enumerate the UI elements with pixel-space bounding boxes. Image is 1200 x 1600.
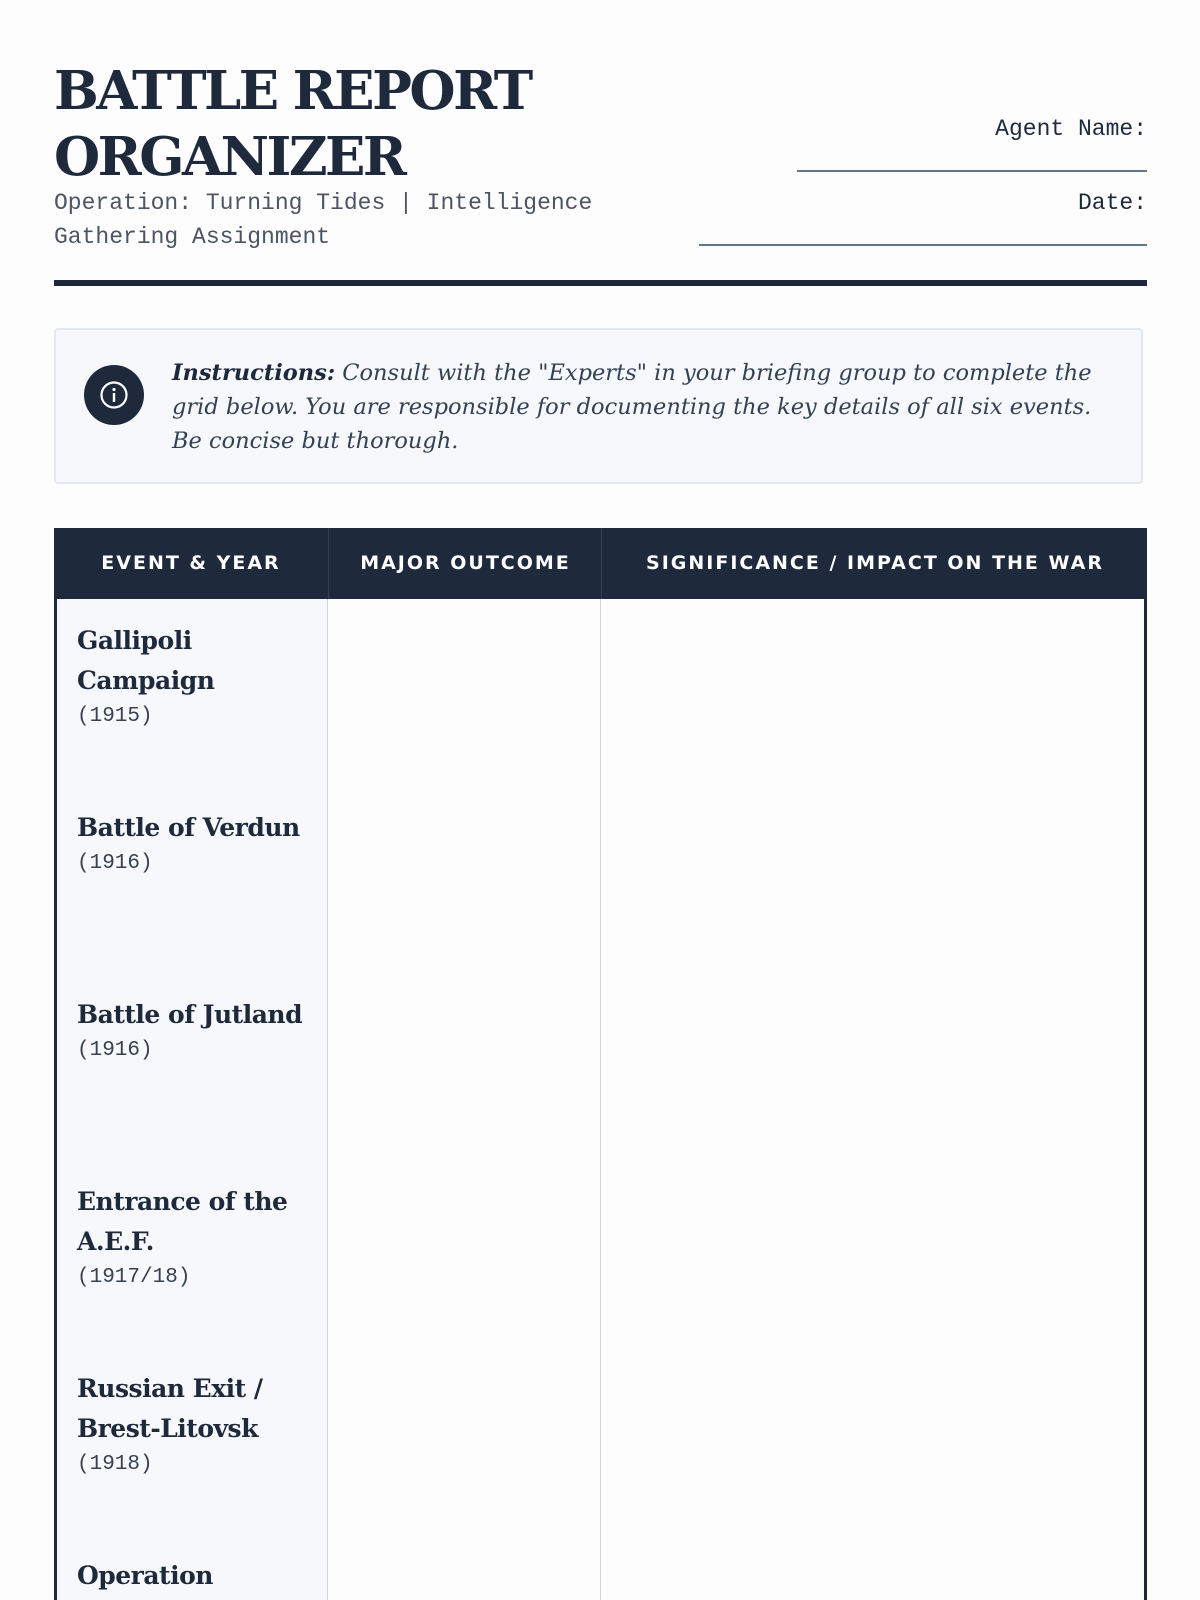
table-row xyxy=(57,973,1144,1161)
table-row xyxy=(57,1347,1144,1535)
event-year: (1917/18) xyxy=(77,1266,191,1289)
event-name: Entrance of the A.E.F. xyxy=(77,1187,288,1256)
event-name: Gallipoli Campaign xyxy=(77,626,215,695)
instructions-text xyxy=(172,356,1122,458)
event-year: (1916) xyxy=(77,852,153,875)
table-row xyxy=(57,1160,1144,1348)
agent-name-field[interactable] xyxy=(797,170,1147,172)
event-year: (1915) xyxy=(77,705,153,728)
date-field[interactable] xyxy=(699,244,1147,246)
event-cell xyxy=(57,1160,328,1347)
agent-name-label: Agent Name: xyxy=(995,116,1147,142)
event-name: Battle of Jutland xyxy=(77,1000,303,1029)
table-row xyxy=(57,786,1144,974)
event-year: (1918) xyxy=(77,1453,153,1476)
event-name: Operation xyxy=(77,1561,213,1590)
event-name: Russian Exit / Brest-Litovsk xyxy=(77,1374,263,1443)
column-header-significance: SIGNIFICANCE / IMPACT ON THE WAR xyxy=(601,528,1148,599)
significance-cell[interactable] xyxy=(601,1534,1144,1600)
significance-cell[interactable] xyxy=(601,973,1144,1160)
info-icon xyxy=(84,365,144,425)
table-row xyxy=(57,599,1144,787)
instructions-body: Consult with the "Experts" in your briefing group to complete the grid below. You are responsible for documenting the key details of all six events. Be concise but thorough. xyxy=(172,360,1092,454)
event-cell xyxy=(57,786,328,973)
page-title: BATTLE REPORT ORGANIZER xyxy=(54,60,531,188)
column-header-outcome: MAJOR OUTCOME xyxy=(328,528,602,599)
event-name: Battle of Verdun xyxy=(77,813,300,842)
significance-cell[interactable] xyxy=(601,599,1144,786)
outcome-cell[interactable] xyxy=(328,1347,601,1534)
event-cell xyxy=(57,973,328,1160)
instructions-box xyxy=(54,328,1143,484)
event-cell xyxy=(57,1347,328,1534)
page-subtitle: Operation: Turning Tides | Intelligence Gathering Assignment xyxy=(54,190,593,250)
significance-cell[interactable] xyxy=(601,1347,1144,1534)
column-header-event: EVENT & YEAR xyxy=(101,552,281,574)
event-cell xyxy=(57,599,328,786)
outcome-cell[interactable] xyxy=(328,599,601,786)
header-divider xyxy=(54,280,1147,286)
instructions-lead: Instructions: xyxy=(172,360,336,386)
outcome-cell[interactable] xyxy=(328,1160,601,1347)
table-row xyxy=(57,1534,1144,1600)
worksheet-page xyxy=(54,0,1147,1600)
outcome-cell[interactable] xyxy=(328,1534,601,1600)
outcome-cell[interactable] xyxy=(328,973,601,1160)
organizer-table xyxy=(54,528,1147,1600)
outcome-cell[interactable] xyxy=(328,786,601,973)
significance-cell[interactable] xyxy=(601,786,1144,973)
worksheet-header xyxy=(54,0,1147,288)
date-label: Date: xyxy=(1077,190,1147,216)
event-year: (1916) xyxy=(77,1039,153,1062)
table-header xyxy=(54,528,1147,599)
significance-cell[interactable] xyxy=(601,1160,1144,1347)
event-cell xyxy=(57,1534,328,1600)
